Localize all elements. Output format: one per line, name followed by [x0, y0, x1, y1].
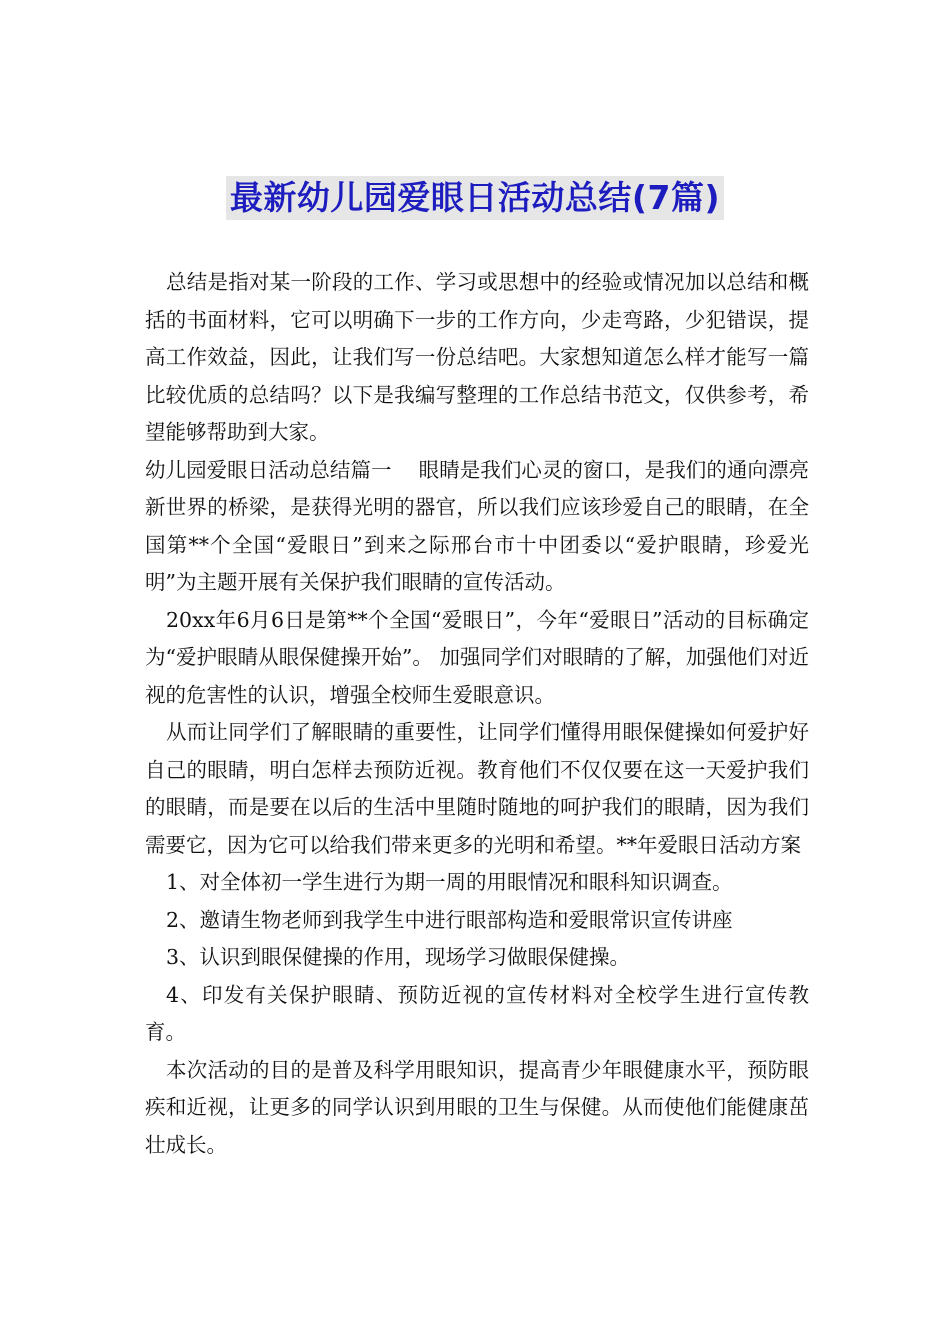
- document-body: [145, 264, 809, 1164]
- plan-item-3: 3、认识到眼保健操的作用，现场学习做眼保健操。: [166, 945, 631, 969]
- intro-paragraph: 总结是指对某一阶段的工作、学习或思想中的经验或情况加以总结和概括的书面材料，它可以明确下一步的工作方向，少走弯路，少犯错误，提高工作效益，因此，让我们写一份总结吧。大家想知道怎么样才能写一篇比较优质的总结吗？以下是我编写整理的工作总结书范文，仅供参考，希望能够帮助到大家。: [145, 270, 809, 444]
- section-one-paragraph: 幼儿园爱眼日活动总结篇一 眼睛是我们心灵的窗口，是我们的通向漂亮新世界的桥梁，是获得光明的器官，所以我们应该珍爱自己的眼睛，在全国第**个全国“爱眼日”到来之际邢台市十中团委以“爱护眼睛，珍爱光明”为主题开展有关保护我们眼睛的宣传活动。: [145, 457, 809, 594]
- plan-item-1: 1、对全体初一学生进行为期一周的用眼情况和眼科知识调查。: [166, 870, 733, 894]
- eye-day-paragraph: 20xx年6月6日是第**个全国“爱眼日”，今年“爱眼日”活动的目标确定为“爱护眼睛从眼保健操开始”。 加强同学们对眼睛的了解，加强他们对近视的危害性的认识，增强全校师生爱眼意识。: [145, 607, 809, 707]
- document-title: 最新幼儿园爱眼日活动总结(7篇): [226, 176, 724, 220]
- title-container: [0, 176, 950, 220]
- importance-paragraph: 从而让同学们了解眼睛的重要性，让同学们懂得用眼保健操如何爱护好自己的眼睛，明白怎样去预防近视。教育他们不仅仅要在这一天爱护我们的眼睛，而是要在以后的生活中里随时随地的呵护我们的眼睛，因为我们需要它，因为它可以给我们带来更多的光明和希望。**年爱眼日活动方案: [145, 720, 809, 857]
- purpose-paragraph: 本次活动的目的是普及科学用眼知识，提高青少年眼健康水平，预防眼疾和近视，让更多的同学认识到用眼的卫生与保健。从而使他们能健康茁壮成长。: [145, 1057, 809, 1157]
- plan-item-2: 2、邀请生物老师到我学生中进行眼部构造和爱眼常识宣传讲座: [166, 907, 733, 932]
- plan-item-4: 4、印发有关保护眼睛、预防近视的宣传材料对全校学生进行宣传教育。: [145, 982, 809, 1044]
